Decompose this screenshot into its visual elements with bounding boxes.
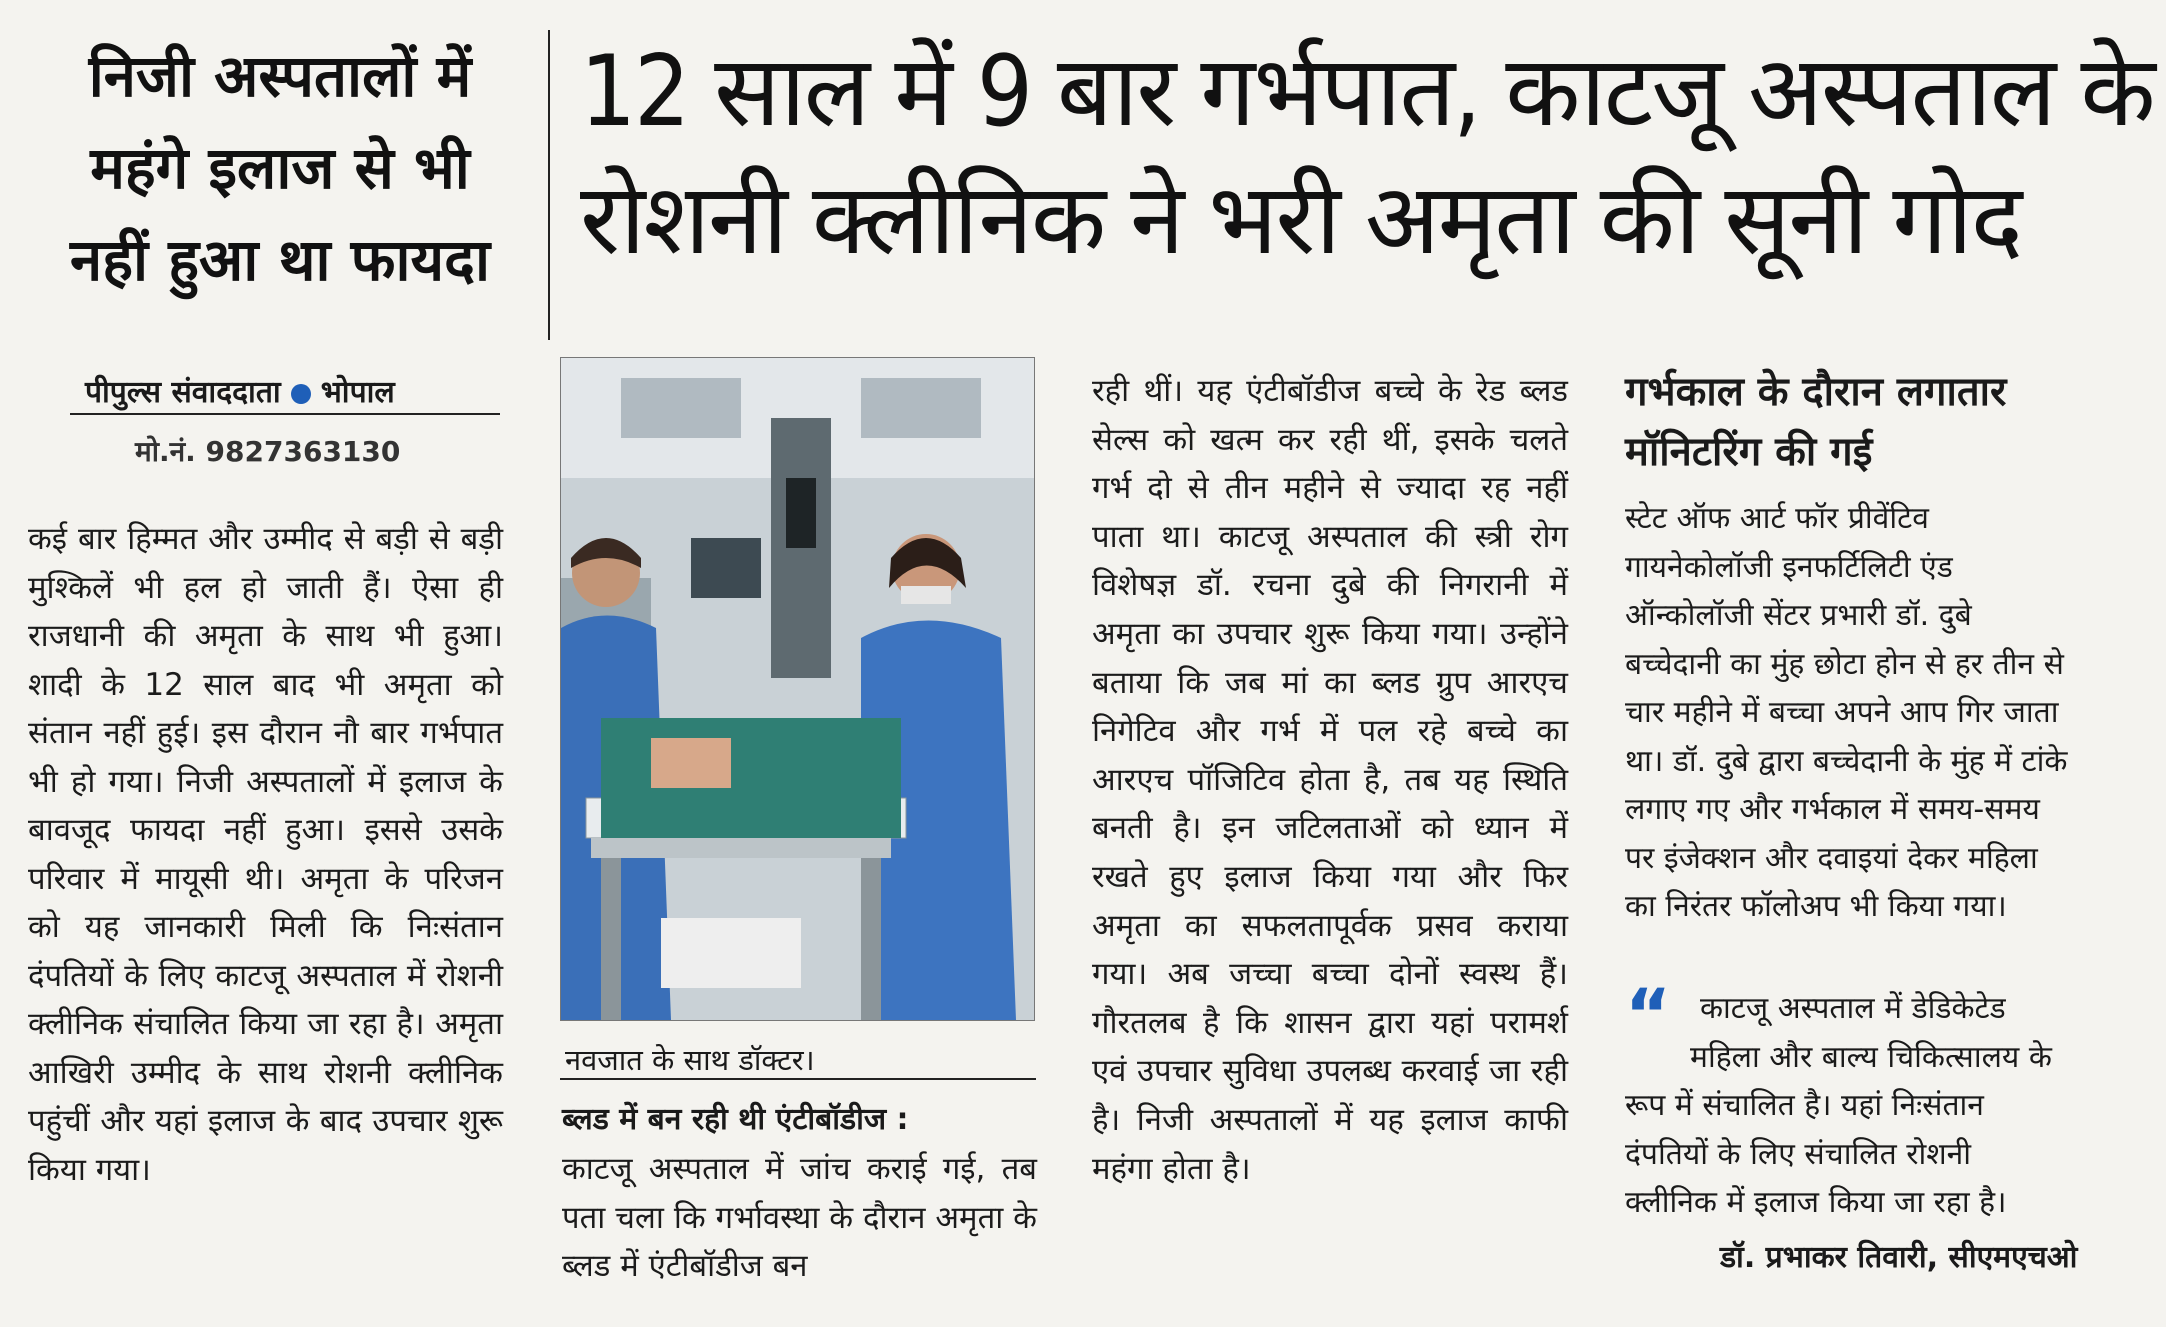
quote-line: क्लीनिक में इलाज किया जा रहा है। [1625,1185,2007,1220]
caption-rule [560,1078,1036,1080]
main-headline [580,28,2154,284]
text-line: बच्चेदानी का मुंह छोटा होन से हर तीन से [1625,646,2064,682]
byline [85,370,445,411]
byline-rule [70,413,500,415]
photo-illustration [561,358,1034,1020]
text-line: ऑन्कोलॉजी सेंटर प्रभारी डॉ. दुबे [1625,598,1972,633]
side-headline [30,30,530,306]
text-line: स्टेट ऑफ आर्ट फॉर प्रीवेंटिव [1625,501,1929,536]
column-divider [548,30,550,340]
text-line: पर इंजेक्शन और दवाइयां देकर महिला [1625,840,2038,876]
subheading-line: मॉनिटरिंग की गई [1625,429,1873,475]
quote-line: काटजू अस्पताल में डेडिकेटेड [1700,991,2006,1026]
text-line: चार महीने में बच्चा अपने आप गिर जाता [1625,695,2059,730]
headline-line: रोशनी क्लीनिक ने भरी अमृता की सूनी गोद [580,163,2021,277]
article-photo [560,357,1035,1021]
article-column-4 [1625,495,2095,932]
subheading-antibodies: ब्लड में बन रही थी एंटीबॉडीज : [562,1102,909,1137]
subheading-line: गर्भकाल के दौरान लगातार [1625,369,2007,415]
photo-caption: नवजात के साथ डॉक्टर। [565,1043,815,1077]
side-headline-line: नहीं हुआ था फायदा [70,226,490,294]
quote-line: दंपतियों के लिए संचालित रोशनी [1625,1136,1972,1172]
quote-line: रूप में संचालित है। यहां निःसंतान [1625,1088,1984,1123]
headline-line: 12 साल में 9 बार गर्भपात, काटजू अस्पताल के [580,35,2154,149]
text-line: गायनेकोलॉजी इनफर्टिलिटी एंड [1625,549,1953,585]
article-column-3: रही थीं। यह एंटीबॉडीज बच्चे के रेड ब्लड सेल्स को खत्म कर रही थीं, इसके चलते गर्भ दो से तीन महीने से ज्यादा रह नहीं पाता था। काटजू अस्पताल की स्त्री रोग विशेषज्ञ डॉ. रचना दुबे की निगरानी में अमृता का उपचार शुरू किया गया। उन्होंने बताया कि जब मां का ब्लड ग्रुप आरएच निगेटिव और गर्भ में पल रहे बच्चे का आरएच पॉजिटिव होता है, तब यह स्थिति बनती है। इन जटिलताओं को ध्यान में रखते हुए इलाज किया गया और फिर अमृता का सफलतापूर्वक प्रसव कराया गया। अब जच्चा बच्चा दोनों स्वस्थ हैं। गौरतलब है कि शासन द्वारा यहां परामर्श एवं उपचार सुविधा उपलब्ध करवाई जा रही है। निजी अस्पतालों में यह इलाज काफी महंगा होता है। [1092,373,1568,1187]
quote-line: महिला और बाल्य चिकित्सालय के [1690,1039,2052,1075]
phone-number: मो.नं. 9827363130 [135,435,401,468]
quote-mark-icon: “ [1625,974,1672,1056]
side-headline-line: महंगे इलाज से भी [90,134,470,202]
city-name: भोपाल [320,375,395,410]
side-headline-line: निजी अस्पतालों में [88,42,472,110]
article-column-2: काटजू अस्पताल में जांच कराई गई, तब पता चला कि गर्भावस्था के दौरान अमृता के ब्लड में एंटीबॉडीज बन [562,1151,1037,1284]
text-line: का निरंतर फॉलोअप भी किया गया। [1625,889,2007,924]
subheading-monitoring [1625,362,2085,482]
quote-attribution: डॉ. प्रभाकर तिवारी, सीएमएचओ [1720,1240,2078,1275]
reporter-name: पीपुल्स संवाददाता [85,375,281,410]
text-line: लगाए गए और गर्भकाल में समय-समय [1625,792,2040,827]
text-line: था। डॉ. दुबे द्वारा बच्चेदानी के मुंह में टांके [1625,743,2068,779]
pull-quote [1625,974,2095,1228]
bullet-dot-icon [291,384,311,404]
article-column-1: कई बार हिम्मत और उम्मीद से बड़ी से बड़ी मुश्किलें भी हल हो जाती हैं। ऐसा ही राजधानी की अमृता के साथ भी हुआ। शादी के 12 साल बाद भी अमृता को संतान नहीं हुई। इस दौरान नौ बार गर्भपात भी हो गया। निजी अस्पतालों में इलाज के बावजूद फायदा नहीं हुआ। इससे उसके परिवार में मायूसी थी। अमृता के परिजन को यह जानकारी मिली कि निःसंतान दंपतियों के लिए काटजू अस्पताल में रोशनी क्लीनिक संचालित किया जा रहा है। अमृता आखिरी उम्मीद के साथ रोशनी क्लीनिक पहुंचीं और यहां इलाज के बाद उपचार शुरू किया गया। [28,521,503,1188]
